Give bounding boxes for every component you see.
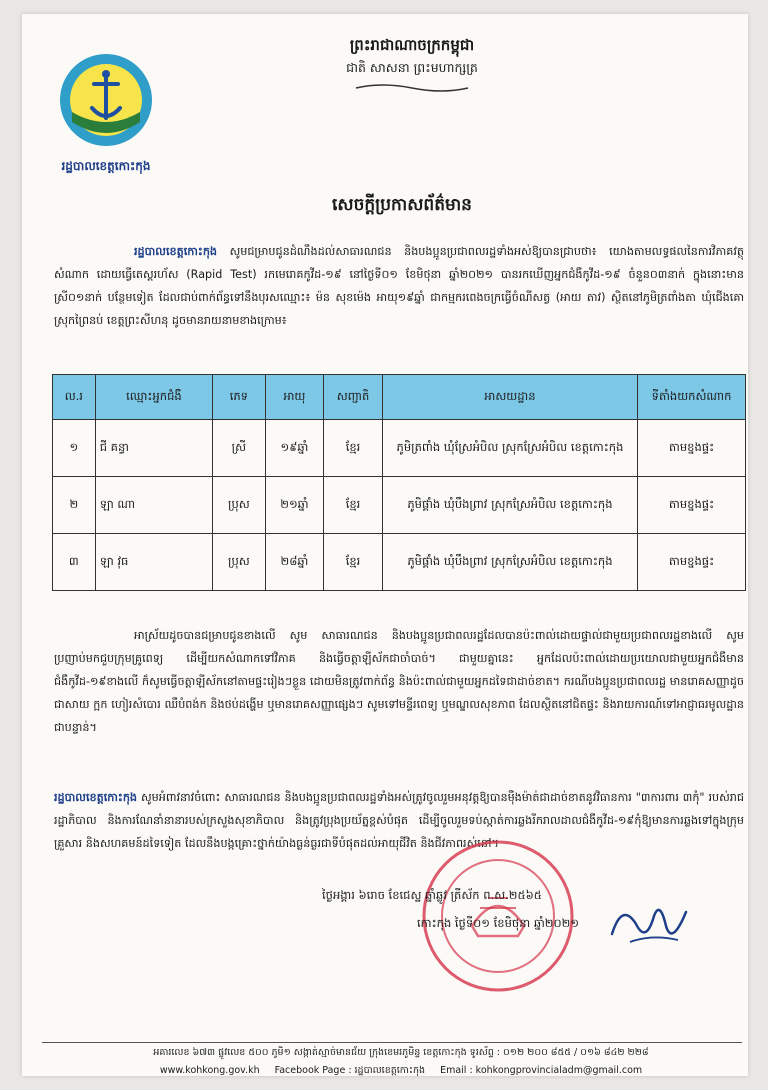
table-row — [53, 420, 746, 477]
admin-name: រដ្ឋបាលខេត្តកោះកុង — [61, 159, 151, 173]
cell-age: ២១ឆ្នាំ — [265, 477, 324, 534]
cell-name: ឡា ណា — [95, 477, 212, 534]
solar-date: កោះកុង ថ្ងៃទី០១ ខែមិថុនា ឆ្នាំ២០២១ — [417, 916, 580, 930]
kingdom-header: ព្រះរាជាណាចក្រកម្ពុជា — [349, 36, 475, 54]
cell-no: ២ — [53, 477, 96, 534]
col-address: អាសយដ្ឋាន — [382, 375, 637, 420]
footer-website[interactable]: www.kohkong.gov.kh — [159, 1065, 260, 1076]
cases-table — [52, 374, 746, 591]
cell-name: ឡា វុធ — [95, 534, 212, 591]
intro-lead: រដ្ឋបាលខេត្តកោះកុង — [134, 245, 218, 258]
col-age: អាយុ — [265, 375, 324, 420]
footer-facebook[interactable]: Facebook Page : រដ្ឋបាលខេត្តកោះកុង — [274, 1065, 426, 1076]
document-title: សេចក្តីប្រកាសព័ត៌មាន — [332, 195, 472, 215]
cell-sex: ស្រី — [213, 420, 266, 477]
provincial-emblem-logo — [58, 52, 154, 148]
appeal-lead: រដ្ឋបាលខេត្តកោះកុង — [54, 791, 138, 804]
table-header-row — [53, 375, 746, 420]
cell-address: ភូមិត្រពាំង ឃុំស្រែអំបិល ស្រុកស្រែអំបិល ខេត្តកោះកុង — [382, 420, 637, 477]
intro-paragraph — [54, 240, 744, 332]
cell-sample-site: តាមខ្នងផ្ទះ — [638, 534, 746, 591]
document-page — [22, 14, 748, 1076]
cell-no: ៣ — [53, 534, 96, 591]
cell-age: ២៨ឆ្នាំ — [265, 534, 324, 591]
lunar-date: ថ្ងៃអង្គារ ៦រោច ខែជេស្ឋ ឆ្នាំឆ្លូវ ត្រីស័ក ព.ស.២៥៦៥ — [322, 888, 542, 902]
col-sex: ភេទ — [213, 375, 266, 420]
appeal-body: សូមអំពាវនាវចំពោះ សាធារណជន និងបងប្អូនប្រជាពលរដ្ឋទាំងអស់ត្រូវចូលរួមអនុវត្តឱ្យបានម៉ឺងម៉ាត់ជាដាច់ខាតនូវវិធានការ "៣ការពារ ៣កុំ" របស់រាជរដ្ឋាភិបាល និងការណែនាំនានារបស់ក្រសួងសុខាភិបាល និងត្រូវប្រុងប្រយ័ត្នខ្ពស់បំផុត ដើម្បីចូលរួមទប់ស្កាត់ការឆ្លងរីករាលដាលជំងឺកូវីដ-១៩កុំឱ្យមានការឆ្លងទៅក្នុងក្រុមគ្រួសារ និងសហគមន៍ដទៃទៀត ដែលនឹងបង្កគ្រោះថ្នាក់យ៉ាងធ្ងន់ធ្ងរជាទីបំផុតដល់អាយុជីវិត និងជីវភាពរស់នៅ។ — [54, 791, 744, 850]
col-no: ល.រ — [53, 375, 96, 420]
cell-nationality: ខ្មែរ — [324, 420, 383, 477]
footer-divider — [42, 1042, 742, 1043]
table-row — [53, 534, 746, 591]
appeal-paragraph — [54, 786, 744, 855]
cell-nationality: ខ្មែរ — [324, 534, 383, 591]
cell-sex: ប្រុស — [213, 477, 266, 534]
cell-age: ១៩ឆ្នាំ — [265, 420, 324, 477]
cell-address: ភូមិផ្គាំង ឃុំបឹងព្រាវ ស្រុកស្រែអំបិល ខេត្តកោះកុង — [382, 477, 637, 534]
cell-sample-site: តាមខ្នងផ្ទះ — [638, 477, 746, 534]
cell-name: ជី គន្ធា — [95, 420, 212, 477]
cell-no: ១ — [53, 420, 96, 477]
intro-body: សូមជម្រាបជូនដំណឹងដល់សាធារណជន និងបងប្អូនប្រជាពលរដ្ឋទាំងអស់ឱ្យបានជ្រាបថា៖ យោងតាមលទ្ធផលនៃការវិភាគវត្ថុសំណាក ដោយធ្វើតេស្តរហ័ស (Rapid Test) រកមេរោគកូវីដ-១៩ នៅថ្ងៃទី០១ ខែមិថុនា ឆ្នាំ២០២១ បានរកឃើញអ្នកជំងឺកូវីដ-១៩ ចំនួន០៣នាក់ ក្នុងនោះមានស្រី០១នាក់ បន្ថែមទៀត ដែលជាប់ពាក់ព័ន្ធទៅនឹងបុរសឈ្មោះ៖ ម៉ន សុខម៉េង អាយុ១៩ឆ្នាំ ជាកម្មករពេងចក្រធ្វើចំណីសត្វ (អាយ តាវ) ស្ថិតនៅភូមិត្រពាំងតា ឃុំជើងគោ ស្រុកព្រៃនប់ ខេត្តព្រះសីហនុ ដូចមានរាយនាមខាងក្រោម៖ — [54, 245, 744, 327]
cell-address: ភូមិផ្គាំង ឃុំបឹងព្រាវ ស្រុកស្រែអំបិល ខេត្តកោះកុង — [382, 534, 637, 591]
footer-address: អគារលេខ ៦៧៣ ផ្លូវលេខ ៥០០ ភូមិ១ សង្កាត់ស្មាច់មានជ័យ ក្រុងខេមរភូមិន្ទ ខេត្តកោះកុង ទូរស័ព្ទ : ០១២ ២០០ ៨៥៥ / ០១៦ ៨៤២ ២២៨ — [153, 1047, 649, 1058]
footer-email[interactable]: Email : kohkongprovincialadm@gmail.com — [440, 1065, 643, 1076]
col-name: ឈ្មោះអ្នកជំងឺ — [95, 375, 212, 420]
cell-sex: ប្រុស — [213, 534, 266, 591]
col-nationality: សញ្ជាតិ — [324, 375, 383, 420]
governor-signature — [602, 894, 692, 954]
table-row — [53, 477, 746, 534]
guidance-body: អាស្រ័យដូចបានជម្រាបជូនខាងលើ សូម សាធារណជន និងបងប្អូនប្រជាពលរដ្ឋដែលបានប៉ះពាល់ដោយផ្ទាល់ជាមួយប្រជាពលរដ្ឋខាងលើ សូមប្រញាប់មកជួបក្រុមគ្រូពេទ្យ ដើម្បីយកសំណាកទៅវិភាគ និងធ្វើចត្តាឡីស័កជាចាំបាច់។ ជាមួយគ្នានេះ អ្នកដែលប៉ះពាល់ដោយប្រយោលជាមួយអ្នកជំងឺមានជំងឺកូវីដ-១៩ខាងលើ ក៏សូមធ្វើចត្តាឡីស័កនៅតាមផ្ទះរៀងៗខ្លួន ដោយមិនត្រូវពាក់ព័ន្ធ និងប៉ះពាល់ជាមួយអ្នកដទៃជាដាច់ខាត។ ករណីបងប្អូនប្រជាពលរដ្ឋ មានរោគសញ្ញាដូចជាសាយ ក្អក ហៀរសំបោរ ឈឺបំពង់ក និងថប់ដង្ហើម ឬមានរោគសញ្ញាផ្សេងៗ សូមទៅមន្ទីរពេទ្យ ឬមណ្ឌលសុខភាព ដែលស្ថិតនៅជិតផ្ទះ និងរាយការណ៍ទៅអាជ្ញាធរមូលដ្ឋានជាបន្ទាន់។ — [54, 629, 744, 734]
cell-sample-site: តាមខ្នងផ្ទះ — [638, 420, 746, 477]
footer-contacts — [56, 1064, 746, 1078]
guidance-paragraph — [54, 624, 744, 739]
motto: ជាតិ សាសនា ព្រះមហាក្សត្រ — [346, 60, 478, 75]
cell-nationality: ខ្មែរ — [324, 477, 383, 534]
ornament-divider — [352, 82, 472, 94]
col-sample-site: ទីតាំងយកសំណាក — [638, 375, 746, 420]
